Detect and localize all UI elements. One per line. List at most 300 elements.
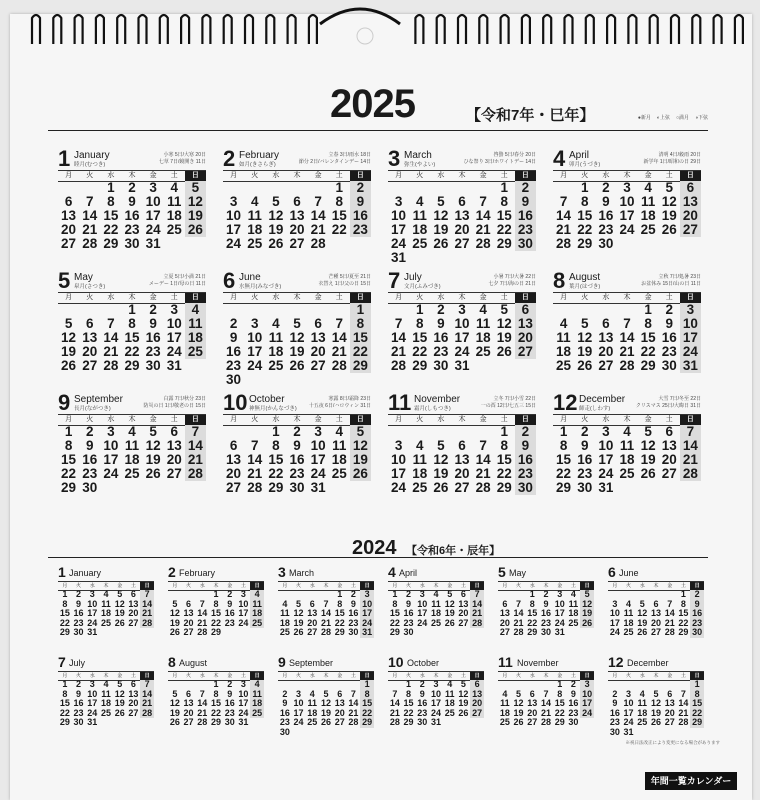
date-grid: [608, 590, 704, 638]
weekday-label: 土: [680, 673, 686, 679]
date-cell: 19: [637, 617, 648, 628]
date-cell: 25: [430, 617, 441, 628]
date-cell: 22: [403, 707, 414, 718]
date-cell: 5: [644, 424, 652, 439]
date-cell: 22: [331, 222, 347, 237]
month-number: 1: [58, 146, 71, 171]
binding-ring: [692, 15, 700, 44]
date-cell: 8: [559, 438, 568, 453]
empty-cell: [79, 303, 100, 317]
date-grid: [223, 425, 371, 495]
date-cell: 17: [238, 608, 249, 618]
date-cell: 20: [128, 608, 139, 618]
date-cell: 30: [226, 372, 242, 387]
month-block: [168, 655, 264, 741]
weekday-label: 金: [557, 583, 563, 589]
date-cell: 18: [499, 707, 510, 718]
weekday-label: 日: [250, 672, 264, 680]
weekday-label: 土: [460, 583, 466, 589]
date-cell: 14: [142, 598, 153, 609]
weekday-label: 水: [419, 673, 425, 679]
weekday-label: 木: [323, 673, 329, 679]
date-cell: 23: [661, 344, 677, 359]
date-cell: 12: [185, 195, 206, 209]
date-cell: 11: [280, 608, 290, 618]
date-cell: 20: [334, 707, 345, 718]
date-cell: 16: [224, 608, 235, 618]
month-name: August: [569, 272, 601, 283]
date-cell: 22: [334, 617, 345, 628]
date-cell: 2: [437, 302, 445, 317]
date-cell: 20: [454, 222, 470, 237]
date-cell: 15: [692, 698, 703, 708]
date-cell: 9: [149, 316, 157, 331]
date-cell: 7: [350, 688, 356, 699]
date-cell: 31: [391, 250, 407, 265]
weekday-label: 金: [314, 172, 322, 179]
date-cell: 20: [307, 617, 318, 628]
date-cell: 26: [268, 236, 284, 251]
date-cell: 10: [310, 438, 326, 453]
date-cell: 24: [238, 617, 249, 628]
weekday-label: 日: [690, 582, 704, 590]
date-cell: 7: [392, 688, 398, 699]
date-cell: 31: [166, 358, 182, 373]
date-cell: 20: [458, 608, 469, 618]
seasonal-events: 一の酉 12日/七五三 15日: [480, 403, 536, 409]
date-cell: 11: [247, 208, 262, 223]
date-cell: 3: [433, 679, 439, 689]
year-2025-title: 2025: [330, 82, 415, 126]
binding-ring: [53, 15, 61, 44]
date-cell: 15: [403, 698, 414, 708]
empty-cell: [595, 303, 616, 317]
date-cell: 2: [76, 589, 82, 599]
date-cell: 27: [289, 236, 305, 251]
weekday-label: 日: [350, 293, 371, 303]
date-grid: [168, 680, 264, 728]
date-cell: 8: [335, 194, 344, 209]
date-cell: 21: [310, 222, 326, 237]
date-cell: 3: [557, 589, 563, 599]
date-cell: 8: [213, 688, 219, 699]
date-cell: 23: [289, 466, 305, 481]
date-cell: 18: [100, 698, 111, 708]
date-cell: 16: [73, 608, 84, 618]
weekday-label: 水: [199, 673, 205, 679]
month-block: [223, 148, 371, 266]
date-cell: 7: [543, 688, 549, 699]
weekday-label: 木: [128, 416, 136, 423]
date-cell: 2: [612, 688, 618, 699]
date-cell: 5: [639, 598, 645, 609]
empty-cell: [100, 303, 121, 317]
date-cell: 11: [167, 194, 182, 209]
date-cell: 12: [444, 598, 455, 609]
weekday-label: 木: [458, 172, 466, 179]
date-cell: 11: [332, 438, 347, 453]
weekday-label: 木: [293, 416, 301, 423]
month-name: September: [289, 658, 334, 668]
date-cell: 6: [458, 438, 466, 453]
date-cell: 30: [224, 717, 235, 727]
date-cell: 18: [100, 608, 111, 618]
date-grid: [278, 680, 374, 737]
date-cell: 25: [279, 627, 290, 637]
date-cell: 4: [447, 679, 453, 689]
date-cell: 24: [623, 717, 634, 727]
date-cell: 2: [515, 425, 536, 439]
date-cell: 30: [515, 481, 536, 495]
date-cell: 1: [392, 589, 398, 599]
date-cell: 26: [114, 617, 125, 628]
date-cell: 10: [87, 688, 98, 699]
weekday-label: 金: [667, 583, 673, 589]
date-cell: 7: [680, 688, 686, 699]
date-cell: 4: [309, 688, 315, 699]
date-cell: 16: [515, 209, 536, 223]
month-name: July: [404, 272, 422, 283]
date-cell: 21: [197, 617, 208, 628]
seasonal-events: 立秋 7日/処暑 23日: [658, 274, 701, 280]
date-cell: 24: [430, 707, 441, 718]
empty-cell: [451, 425, 472, 439]
date-cell: 7: [479, 194, 487, 209]
date-cell: 9: [612, 698, 618, 708]
date-cell: 5: [447, 589, 453, 599]
weekday-label: 水: [437, 416, 445, 423]
date-cell: 9: [570, 688, 576, 699]
date-cell: 26: [114, 707, 125, 718]
date-cell: 20: [82, 344, 98, 359]
date-cell: 23: [82, 466, 98, 481]
date-cell: 13: [661, 438, 677, 453]
date-cell: 18: [623, 617, 634, 628]
date-cell: 16: [661, 330, 677, 345]
date-cell: 28: [513, 627, 524, 637]
month-block: [278, 565, 374, 651]
month-name: April: [399, 568, 418, 578]
date-cell: 23: [609, 717, 620, 727]
date-cell: 7: [335, 316, 344, 331]
weekday-label: 火: [76, 583, 82, 589]
date-cell: 26: [320, 717, 331, 727]
weekday-label: 土: [665, 172, 673, 179]
month-name: November: [414, 394, 461, 405]
date-cell: 8: [128, 316, 136, 331]
date-cell: 6: [653, 598, 659, 609]
date-cell: 16: [279, 707, 290, 718]
seasonal-events: メーデー 1日/母の日 11日: [148, 281, 206, 287]
weekday-label: 火: [251, 172, 259, 179]
weekday-label: 金: [117, 673, 123, 679]
weekday-label: 月: [65, 172, 73, 179]
date-cell: 12: [433, 452, 449, 467]
month-number: 9: [278, 654, 286, 670]
date-cell: 18: [412, 222, 428, 237]
date-cell: 20: [61, 222, 77, 237]
month-name: September: [74, 394, 123, 405]
month-number: 2: [223, 146, 236, 171]
date-cell: 25: [556, 358, 572, 373]
date-cell: 13: [527, 698, 538, 708]
date-cell: 31: [598, 480, 614, 495]
date-cell: 19: [577, 344, 593, 359]
footer-note: ※祝日法改正により変更になる場合があります: [625, 740, 720, 745]
seasonal-events: 大雪 7日/冬至 22日: [658, 396, 701, 402]
weekday-label: 土: [665, 416, 673, 423]
date-cell: 6: [458, 194, 466, 209]
date-cell: 11: [101, 598, 111, 609]
date-cell: 18: [166, 208, 182, 223]
date-cell: 11: [412, 208, 427, 223]
binding-ring: [117, 15, 125, 44]
date-cell: 13: [334, 698, 345, 708]
date-cell: 18: [637, 707, 648, 718]
date-cell: 29: [412, 358, 428, 373]
date-cell: 17: [391, 466, 407, 481]
date-cell: 20: [183, 707, 194, 718]
month-japanese-name: 霜月(しもつき): [414, 406, 451, 412]
date-cell: 3: [240, 679, 246, 689]
weekday-label: 火: [581, 294, 589, 301]
weekday-label: 火: [296, 583, 302, 589]
date-cell: 2: [282, 688, 288, 699]
date-cell: 3: [107, 424, 115, 439]
date-cell: 28: [556, 236, 572, 251]
weekday-label: 水: [529, 583, 535, 589]
weekday-label: 木: [433, 673, 439, 679]
date-cell: 18: [124, 452, 140, 467]
weekday-label: 月: [395, 172, 403, 179]
date-cell: 26: [458, 707, 469, 718]
seasonal-events: 七草 7日/鏡開き 11日: [158, 159, 206, 165]
date-cell: 8: [557, 688, 563, 699]
year-2024-era: 【令和6年・辰年】: [406, 545, 501, 557]
year-2024-title: 2024: [352, 537, 397, 559]
date-cell: 13: [458, 598, 469, 609]
date-cell: 9: [515, 195, 536, 209]
calendar-type-badge: 年間一覧カレンダー: [645, 772, 737, 790]
month-name: May: [74, 272, 93, 283]
date-cell: 17: [293, 707, 304, 718]
empty-cell: [388, 303, 409, 317]
date-cell: 11: [475, 316, 491, 331]
date-cell: 24: [554, 617, 565, 628]
date-cell: 30: [82, 480, 98, 495]
date-cell: 10: [598, 438, 614, 453]
date-cell: 16: [82, 452, 98, 467]
date-cell: 4: [415, 438, 424, 453]
weekday-label: 日: [350, 171, 371, 181]
date-cell: 7: [516, 598, 522, 609]
date-cell: 27: [454, 480, 470, 495]
date-cell: 13: [307, 608, 318, 618]
empty-cell: [574, 303, 595, 317]
date-cell: 28: [197, 717, 208, 727]
weekday-label: 日: [580, 672, 594, 680]
month-number: 11: [498, 654, 513, 670]
date-cell: 1: [337, 589, 343, 599]
date-cell: 22: [210, 707, 221, 718]
date-cell: 29: [527, 627, 538, 637]
date-cell: 29: [403, 717, 414, 727]
date-cell: 20: [128, 698, 139, 708]
weekday-label: 日: [140, 582, 154, 590]
date-cell: 11: [250, 690, 264, 700]
binding-ring: [96, 15, 104, 44]
date-cell: 1: [644, 302, 652, 317]
binding-ring: [181, 15, 189, 44]
date-grid: [58, 181, 206, 251]
binding-ring: [671, 15, 679, 44]
seasonal-events: 寒露 8日/霜降 23日: [328, 396, 371, 402]
date-cell: 19: [496, 330, 512, 345]
date-cell: 23: [568, 707, 579, 718]
date-cell: 17: [87, 608, 98, 618]
date-cell: 14: [142, 688, 153, 699]
date-cell: 20: [515, 331, 536, 345]
weekday-label: 水: [309, 673, 315, 679]
date-cell: 4: [479, 302, 487, 317]
month-block: [553, 148, 701, 266]
weekday-label: 土: [460, 673, 466, 679]
date-cell: 11: [124, 438, 140, 453]
date-cell: 8: [360, 690, 374, 700]
month-number: 11: [388, 390, 412, 415]
date-cell: 19: [582, 608, 593, 618]
month-block: [608, 655, 704, 741]
date-cell: 25: [100, 707, 111, 718]
date-cell: 15: [556, 452, 572, 467]
date-cell: 19: [444, 608, 455, 618]
date-cell: 15: [577, 208, 593, 223]
weekday-label: 水: [107, 294, 115, 301]
date-cell: 17: [582, 698, 593, 708]
date-cell: 14: [389, 698, 400, 708]
date-cell: 4: [559, 316, 568, 331]
date-cell: 19: [61, 344, 77, 359]
weekday-label: 日: [185, 415, 206, 425]
weekday-label: 月: [560, 172, 568, 179]
date-cell: 30: [289, 480, 305, 495]
date-cell: 12: [513, 698, 524, 708]
date-cell: 8: [272, 438, 280, 453]
weekday-label: 月: [230, 294, 238, 301]
date-cell: 9: [419, 688, 425, 699]
date-cell: 12: [458, 688, 469, 699]
date-cell: 17: [145, 208, 161, 223]
date-cell: 4: [335, 424, 344, 439]
weekday-label: 日: [360, 672, 374, 680]
date-cell: 29: [268, 480, 284, 495]
date-cell: 12: [61, 330, 77, 345]
date-cell: 18: [568, 608, 579, 618]
date-cell: 4: [282, 598, 288, 609]
date-cell: 27: [458, 617, 469, 628]
date-cell: 21: [475, 222, 491, 237]
date-cell: 5: [272, 194, 280, 209]
date-cell: 10: [454, 316, 470, 331]
date-cell: 3: [580, 680, 594, 690]
weekday-label: 土: [570, 673, 576, 679]
weekday-label: 水: [419, 583, 425, 589]
date-cell: 9: [580, 438, 589, 453]
seasonal-events: 白露 7日/秋分 23日: [163, 396, 206, 402]
date-cell: 13: [454, 208, 470, 223]
date-cell: 26: [61, 358, 77, 373]
date-cell: 31: [310, 480, 326, 495]
date-cell: 21: [142, 608, 153, 618]
binding-ring: [139, 15, 147, 44]
weekday-label: 金: [337, 583, 343, 589]
date-cell: 3: [229, 194, 238, 209]
weekday-label: 木: [323, 583, 329, 589]
binding-ring: [458, 15, 466, 44]
weekday-label: 火: [581, 416, 589, 423]
date-cell: 16: [692, 608, 703, 618]
date-cell: 31: [623, 726, 634, 737]
weekday-label: 日: [250, 582, 264, 590]
date-cell: 11: [556, 330, 571, 345]
date-cell: 7: [559, 194, 568, 209]
date-cell: 13: [515, 317, 536, 331]
month-name: November: [517, 658, 559, 668]
month-name: April: [569, 150, 590, 161]
date-grid: [553, 181, 701, 251]
date-cell: 9: [515, 439, 536, 453]
date-cell: 4: [623, 424, 631, 439]
empty-cell: [265, 303, 286, 317]
date-cell: 19: [114, 608, 125, 618]
weekday-label: 水: [529, 673, 535, 679]
date-cell: 22: [556, 466, 572, 481]
date-cell: 31: [87, 627, 98, 637]
weekday-label: 木: [653, 673, 659, 679]
date-cell: 1: [580, 180, 589, 195]
month-name: January: [69, 568, 102, 578]
date-cell: 4: [250, 590, 264, 600]
date-cell: 17: [103, 452, 119, 467]
date-cell: 23: [515, 223, 536, 237]
weekday-label: 火: [516, 673, 522, 679]
date-cell: 7: [470, 590, 484, 600]
date-cell: 28: [103, 358, 119, 373]
month-japanese-name: 水無月(みなづき): [239, 284, 282, 290]
date-cell: 10: [680, 317, 701, 331]
date-cell: 15: [678, 608, 689, 618]
date-cell: 11: [101, 688, 111, 699]
weekday-label: 日: [360, 582, 374, 590]
moon-phase-legend: [638, 114, 708, 121]
date-cell: 23: [224, 617, 235, 628]
weekday-label: 火: [86, 294, 94, 301]
date-cell: 27: [661, 466, 677, 481]
month-number: 4: [388, 564, 396, 580]
date-cell: 1: [350, 303, 371, 317]
binding-ring: [266, 15, 274, 44]
date-cell: 8: [64, 438, 73, 453]
weekday-label: 木: [293, 172, 301, 179]
date-cell: 19: [433, 466, 449, 481]
date-cell: 14: [82, 208, 98, 223]
weekday-label: 土: [500, 172, 508, 179]
date-cell: 6: [602, 316, 610, 331]
spiral-binding: [0, 0, 760, 60]
date-cell: 16: [73, 698, 84, 708]
month-block: [388, 565, 484, 651]
weekday-label: 土: [240, 673, 246, 679]
